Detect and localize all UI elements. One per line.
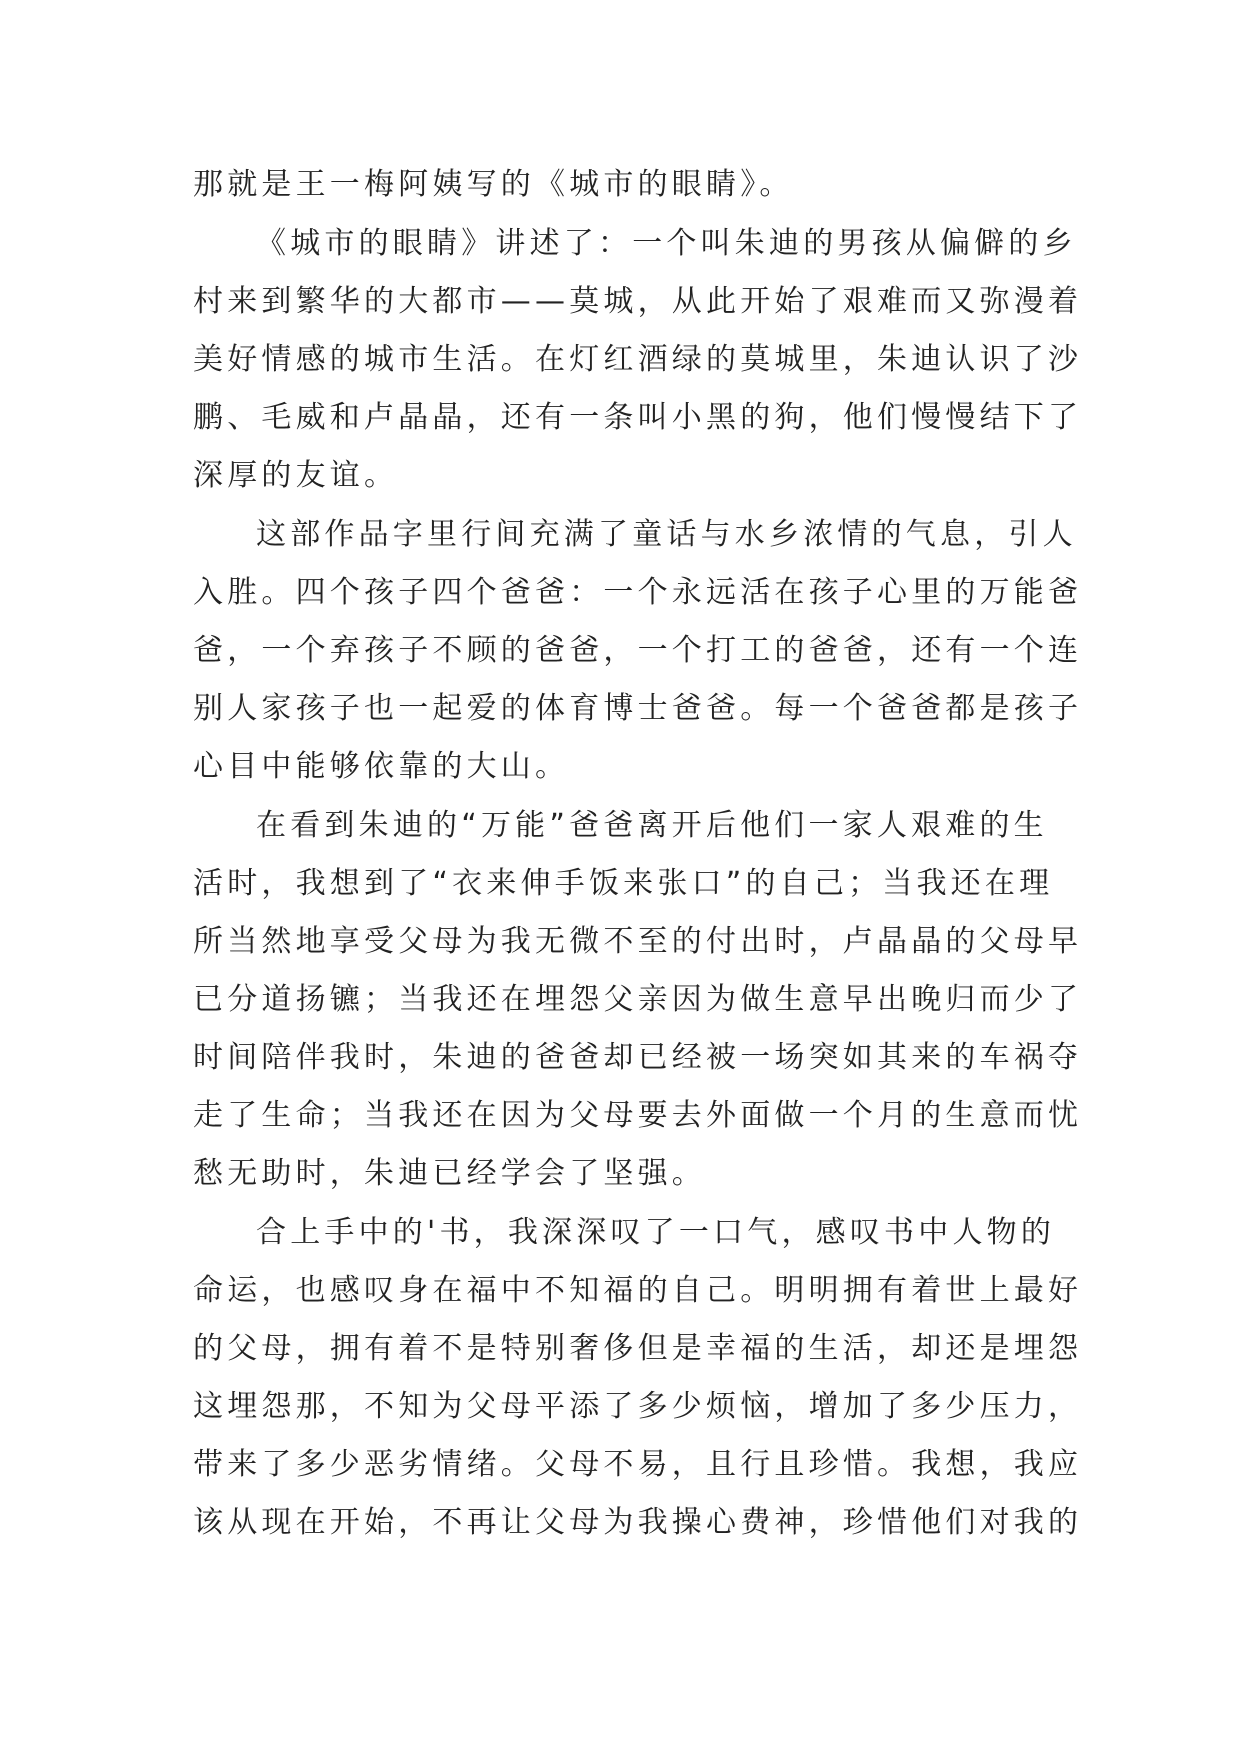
text-line: 带来了多少恶劣情绪。父母不易，且行且珍惜。我想，我应 bbox=[193, 1447, 1083, 1482]
text-line: 愁无助时，朱迪已经学会了坚强。 bbox=[193, 1156, 706, 1191]
paragraph-first-line: 《城市的眼睛》讲述了：一个叫朱迪的男孩从偏僻的乡 bbox=[256, 226, 1077, 261]
paragraph-first-line: 这部作品字里行间充满了童话与水乡浓情的气息，引人 bbox=[256, 517, 1077, 552]
text-line: 这埋怨那，不知为父母平添了多少烦恼，增加了多少压力， bbox=[193, 1389, 1083, 1424]
text-line: 美好情感的城市生活。在灯红酒绿的莫城里，朱迪认识了沙 bbox=[193, 342, 1083, 377]
text-line: 入胜。四个孩子四个爸爸：一个永远活在孩子心里的万能爸 bbox=[193, 575, 1083, 610]
text-line: 时间陪伴我时，朱迪的爸爸却已经被一场突如其来的车祸夺 bbox=[193, 1040, 1083, 1075]
text-line: 别人家孩子也一起爱的体育博士爸爸。每一个爸爸都是孩子 bbox=[193, 691, 1083, 726]
paragraph-first-line: 合上手中的'书，我深深叹了一口气，感叹书中人物的 bbox=[256, 1215, 1056, 1250]
text-line: 命运，也感叹身在福中不知福的自己。明明拥有着世上最好 bbox=[193, 1273, 1083, 1308]
text-line: 所当然地享受父母为我无微不至的付出时，卢晶晶的父母早 bbox=[193, 924, 1083, 959]
paragraph-first-line: 在看到朱迪的“万能”爸爸离开后他们一家人艰难的生 bbox=[256, 808, 1048, 843]
text-line: 的父母，拥有着不是特别奢侈但是幸福的生活，却还是埋怨 bbox=[193, 1331, 1083, 1366]
text-line: 已分道扬镳；当我还在埋怨父亲因为做生意早出晚归而少了 bbox=[193, 982, 1083, 1017]
text-line: 走了生命；当我还在因为父母要去外面做一个月的生意而忧 bbox=[193, 1098, 1083, 1133]
text-line: 活时，我想到了“衣来伸手饭来张口”的自己；当我还在理 bbox=[193, 866, 1054, 901]
text-line: 鹏、毛威和卢晶晶，还有一条叫小黑的狗，他们慢慢结下了 bbox=[193, 400, 1083, 435]
text-line: 心目中能够依靠的大山。 bbox=[193, 749, 570, 784]
text-line: 那就是王一梅阿姨写的《城市的眼睛》。 bbox=[193, 167, 794, 202]
text-line: 深厚的友谊。 bbox=[193, 458, 399, 493]
text-line: 村来到繁华的大都市——莫城，从此开始了艰难而又弥漫着 bbox=[193, 284, 1083, 319]
text-line: 爸，一个弃孩子不顾的爸爸，一个打工的爸爸，还有一个连 bbox=[193, 633, 1083, 668]
text-line: 该从现在开始，不再让父母为我操心费神，珍惜他们对我的 bbox=[193, 1505, 1083, 1540]
